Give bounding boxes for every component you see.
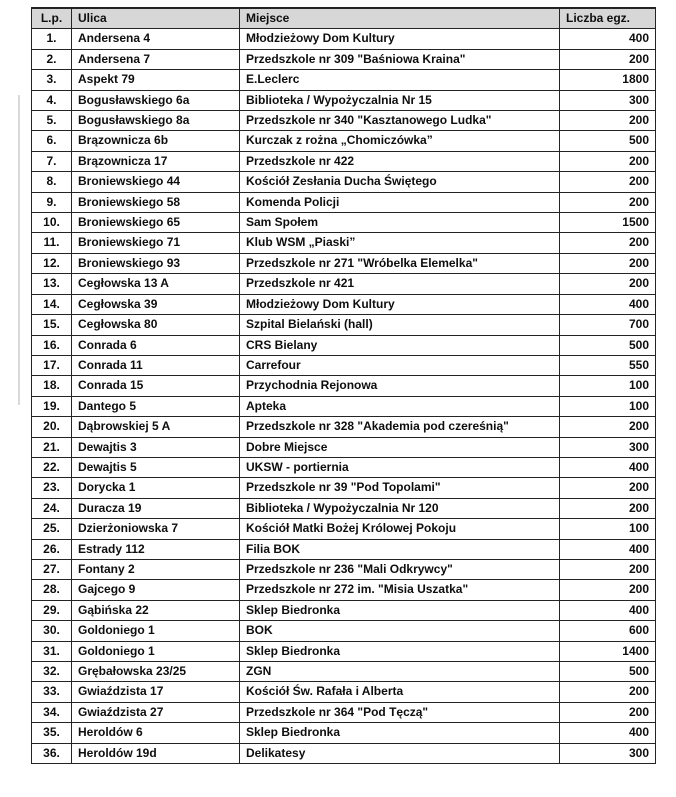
cell-miejsce: Sklep Biedronka: [240, 641, 560, 661]
table-row: [32, 233, 656, 253]
cell-miejsce: Delikatesy: [240, 743, 560, 763]
table-row: [32, 559, 656, 579]
cell-lp: 1.: [32, 29, 72, 49]
header-miejsce: Miejsce: [240, 8, 560, 29]
header-lp: L.p.: [32, 8, 72, 29]
cell-lp: 12.: [32, 253, 72, 273]
cell-ulica: Gwiaździsta 17: [72, 682, 240, 702]
cell-miejsce: Kościół Zesłania Ducha Świętego: [240, 172, 560, 192]
cell-miejsce: ZGN: [240, 662, 560, 682]
cell-miejsce: Przedszkole nr 271 "Wróbelka Elemelka": [240, 253, 560, 273]
cell-lp: 33.: [32, 682, 72, 702]
cell-liczba: 550: [560, 355, 656, 375]
cell-lp: 24.: [32, 498, 72, 518]
cell-liczba: 200: [560, 253, 656, 273]
cell-ulica: Duracza 19: [72, 498, 240, 518]
cell-lp: 13.: [32, 274, 72, 294]
cell-lp: 9.: [32, 192, 72, 212]
cell-miejsce: Przedszkole nr 309 "Baśniowa Kraina": [240, 49, 560, 69]
cell-ulica: Dorycka 1: [72, 478, 240, 498]
cell-lp: 4.: [32, 90, 72, 110]
cell-miejsce: Sam Społem: [240, 213, 560, 233]
table-row: [32, 641, 656, 661]
header-ulica: Ulica: [72, 8, 240, 29]
cell-miejsce: Przedszkole nr 422: [240, 151, 560, 171]
cell-lp: 8.: [32, 172, 72, 192]
table-row: [32, 49, 656, 69]
table-row: [32, 355, 656, 375]
cell-miejsce: Carrefour: [240, 355, 560, 375]
cell-miejsce: Kościół Św. Rafała i Alberta: [240, 682, 560, 702]
cell-ulica: Cegłowska 80: [72, 315, 240, 335]
cell-liczba: 200: [560, 111, 656, 131]
cell-liczba: 1500: [560, 213, 656, 233]
cell-ulica: Gąbińska 22: [72, 600, 240, 620]
cell-liczba: 200: [560, 559, 656, 579]
cell-ulica: Dantego 5: [72, 396, 240, 416]
table-row: [32, 457, 656, 477]
cell-lp: 27.: [32, 559, 72, 579]
cell-liczba: 200: [560, 498, 656, 518]
cell-lp: 35.: [32, 723, 72, 743]
cell-lp: 25.: [32, 519, 72, 539]
table-row: [32, 376, 656, 396]
cell-lp: 16.: [32, 335, 72, 355]
cell-miejsce: Filia BOK: [240, 539, 560, 559]
cell-ulica: Andersena 7: [72, 49, 240, 69]
table-row: [32, 131, 656, 151]
cell-liczba: 400: [560, 539, 656, 559]
cell-liczba: 100: [560, 519, 656, 539]
cell-ulica: Brązownicza 6b: [72, 131, 240, 151]
table-row: [32, 478, 656, 498]
table-header-row: [32, 8, 656, 29]
cell-miejsce: Kościół Matki Bożej Królowej Pokoju: [240, 519, 560, 539]
table-row: [32, 172, 656, 192]
cell-liczba: 1400: [560, 641, 656, 661]
table-row: [32, 29, 656, 49]
cell-liczba: 100: [560, 376, 656, 396]
table-row: [32, 702, 656, 722]
table-row: [32, 437, 656, 457]
cell-liczba: 200: [560, 580, 656, 600]
table-row: [32, 151, 656, 171]
cell-ulica: Dewajtis 3: [72, 437, 240, 457]
cell-ulica: Estrady 112: [72, 539, 240, 559]
cell-lp: 3.: [32, 70, 72, 90]
cell-liczba: 500: [560, 335, 656, 355]
table-row: [32, 294, 656, 314]
cell-miejsce: Przychodnia Rejonowa: [240, 376, 560, 396]
cell-lp: 11.: [32, 233, 72, 253]
cell-lp: 10.: [32, 213, 72, 233]
cell-liczba: 200: [560, 192, 656, 212]
cell-lp: 28.: [32, 580, 72, 600]
cell-ulica: Conrada 15: [72, 376, 240, 396]
cell-miejsce: Kurczak z rożna „Chomiczówka”: [240, 131, 560, 151]
cell-ulica: Heroldów 19d: [72, 743, 240, 763]
cell-ulica: Broniewskiego 65: [72, 213, 240, 233]
cell-liczba: 400: [560, 29, 656, 49]
table-row: [32, 315, 656, 335]
cell-lp: 30.: [32, 621, 72, 641]
table-row: [32, 90, 656, 110]
cell-ulica: Dewajtis 5: [72, 457, 240, 477]
cell-ulica: Gajcego 9: [72, 580, 240, 600]
cell-miejsce: Przedszkole nr 364 "Pod Tęczą": [240, 702, 560, 722]
cell-liczba: 200: [560, 172, 656, 192]
cell-miejsce: Przedszkole nr 236 "Mali Odkrywcy": [240, 559, 560, 579]
cell-liczba: 400: [560, 457, 656, 477]
table-row: [32, 335, 656, 355]
cell-ulica: Dzierżoniowska 7: [72, 519, 240, 539]
cell-lp: 14.: [32, 294, 72, 314]
table-row: [32, 498, 656, 518]
distribution-table: [31, 7, 656, 764]
cell-lp: 18.: [32, 376, 72, 396]
cell-miejsce: Apteka: [240, 396, 560, 416]
table-row: [32, 662, 656, 682]
cell-lp: 31.: [32, 641, 72, 661]
cell-ulica: Goldoniego 1: [72, 641, 240, 661]
cell-ulica: Broniewskiego 44: [72, 172, 240, 192]
cell-liczba: 400: [560, 294, 656, 314]
cell-lp: 7.: [32, 151, 72, 171]
cell-ulica: Andersena 4: [72, 29, 240, 49]
table-row: [32, 743, 656, 763]
scan-artifact-line: [18, 95, 20, 405]
cell-lp: 26.: [32, 539, 72, 559]
cell-ulica: Gwiaździsta 27: [72, 702, 240, 722]
cell-ulica: Bogusławskiego 8a: [72, 111, 240, 131]
cell-miejsce: Młodzieżowy Dom Kultury: [240, 29, 560, 49]
cell-miejsce: UKSW - portiernia: [240, 457, 560, 477]
cell-miejsce: Przedszkole nr 272 im. "Misia Uszatka": [240, 580, 560, 600]
cell-liczba: 300: [560, 437, 656, 457]
cell-miejsce: Przedszkole nr 340 "Kasztanowego Ludka": [240, 111, 560, 131]
cell-liczba: 200: [560, 274, 656, 294]
cell-lp: 2.: [32, 49, 72, 69]
table-row: [32, 580, 656, 600]
cell-lp: 5.: [32, 111, 72, 131]
cell-ulica: Broniewskiego 71: [72, 233, 240, 253]
table-row: [32, 723, 656, 743]
cell-ulica: Bogusławskiego 6a: [72, 90, 240, 110]
cell-miejsce: BOK: [240, 621, 560, 641]
cell-ulica: Grębałowska 23/25: [72, 662, 240, 682]
cell-liczba: 300: [560, 743, 656, 763]
table-row: [32, 519, 656, 539]
cell-liczba: 200: [560, 682, 656, 702]
cell-lp: 20.: [32, 417, 72, 437]
cell-miejsce: E.Leclerc: [240, 70, 560, 90]
cell-lp: 29.: [32, 600, 72, 620]
cell-miejsce: Dobre Miejsce: [240, 437, 560, 457]
cell-lp: 17.: [32, 355, 72, 375]
cell-ulica: Dąbrowskiej 5 A: [72, 417, 240, 437]
cell-miejsce: Przedszkole nr 421: [240, 274, 560, 294]
table-row: [32, 396, 656, 416]
cell-ulica: Cegłowska 13 A: [72, 274, 240, 294]
cell-miejsce: Sklep Biedronka: [240, 600, 560, 620]
table-row: [32, 274, 656, 294]
cell-liczba: 200: [560, 233, 656, 253]
cell-liczba: 500: [560, 131, 656, 151]
cell-lp: 21.: [32, 437, 72, 457]
cell-lp: 34.: [32, 702, 72, 722]
cell-liczba: 200: [560, 49, 656, 69]
cell-miejsce: Klub WSM „Piaski”: [240, 233, 560, 253]
cell-liczba: 200: [560, 478, 656, 498]
table-row: [32, 213, 656, 233]
cell-liczba: 400: [560, 723, 656, 743]
cell-miejsce: Biblioteka / Wypożyczalnia Nr 15: [240, 90, 560, 110]
cell-miejsce: Komenda Policji: [240, 192, 560, 212]
table-row: [32, 621, 656, 641]
cell-lp: 19.: [32, 396, 72, 416]
cell-lp: 23.: [32, 478, 72, 498]
cell-lp: 6.: [32, 131, 72, 151]
table-row: [32, 600, 656, 620]
cell-liczba: 300: [560, 90, 656, 110]
cell-miejsce: Przedszkole nr 328 "Akademia pod czereśnią": [240, 417, 560, 437]
cell-ulica: Goldoniego 1: [72, 621, 240, 641]
cell-lp: 32.: [32, 662, 72, 682]
table-row: [32, 682, 656, 702]
cell-liczba: 1800: [560, 70, 656, 90]
cell-ulica: Broniewskiego 58: [72, 192, 240, 212]
cell-ulica: Aspekt 79: [72, 70, 240, 90]
table-body: [32, 29, 656, 764]
cell-ulica: Conrada 11: [72, 355, 240, 375]
cell-liczba: 500: [560, 662, 656, 682]
cell-liczba: 100: [560, 396, 656, 416]
cell-liczba: 200: [560, 151, 656, 171]
cell-miejsce: Biblioteka / Wypożyczalnia Nr 120: [240, 498, 560, 518]
table-row: [32, 111, 656, 131]
table-row: [32, 192, 656, 212]
table-row: [32, 70, 656, 90]
cell-miejsce: Przedszkole nr 39 "Pod Topolami": [240, 478, 560, 498]
cell-ulica: Heroldów 6: [72, 723, 240, 743]
cell-ulica: Broniewskiego 93: [72, 253, 240, 273]
cell-liczba: 200: [560, 417, 656, 437]
table-row: [32, 539, 656, 559]
cell-miejsce: Szpital Bielański (hall): [240, 315, 560, 335]
cell-liczba: 200: [560, 702, 656, 722]
cell-lp: 36.: [32, 743, 72, 763]
cell-miejsce: Młodzieżowy Dom Kultury: [240, 294, 560, 314]
cell-liczba: 600: [560, 621, 656, 641]
cell-miejsce: CRS Bielany: [240, 335, 560, 355]
table-row: [32, 417, 656, 437]
cell-ulica: Conrada 6: [72, 335, 240, 355]
cell-ulica: Brązownicza 17: [72, 151, 240, 171]
cell-ulica: Fontany 2: [72, 559, 240, 579]
table-row: [32, 253, 656, 273]
cell-lp: 15.: [32, 315, 72, 335]
cell-lp: 22.: [32, 457, 72, 477]
cell-liczba: 400: [560, 600, 656, 620]
cell-liczba: 700: [560, 315, 656, 335]
header-liczba: Liczba egz.: [560, 8, 656, 29]
cell-ulica: Cegłowska 39: [72, 294, 240, 314]
cell-miejsce: Sklep Biedronka: [240, 723, 560, 743]
